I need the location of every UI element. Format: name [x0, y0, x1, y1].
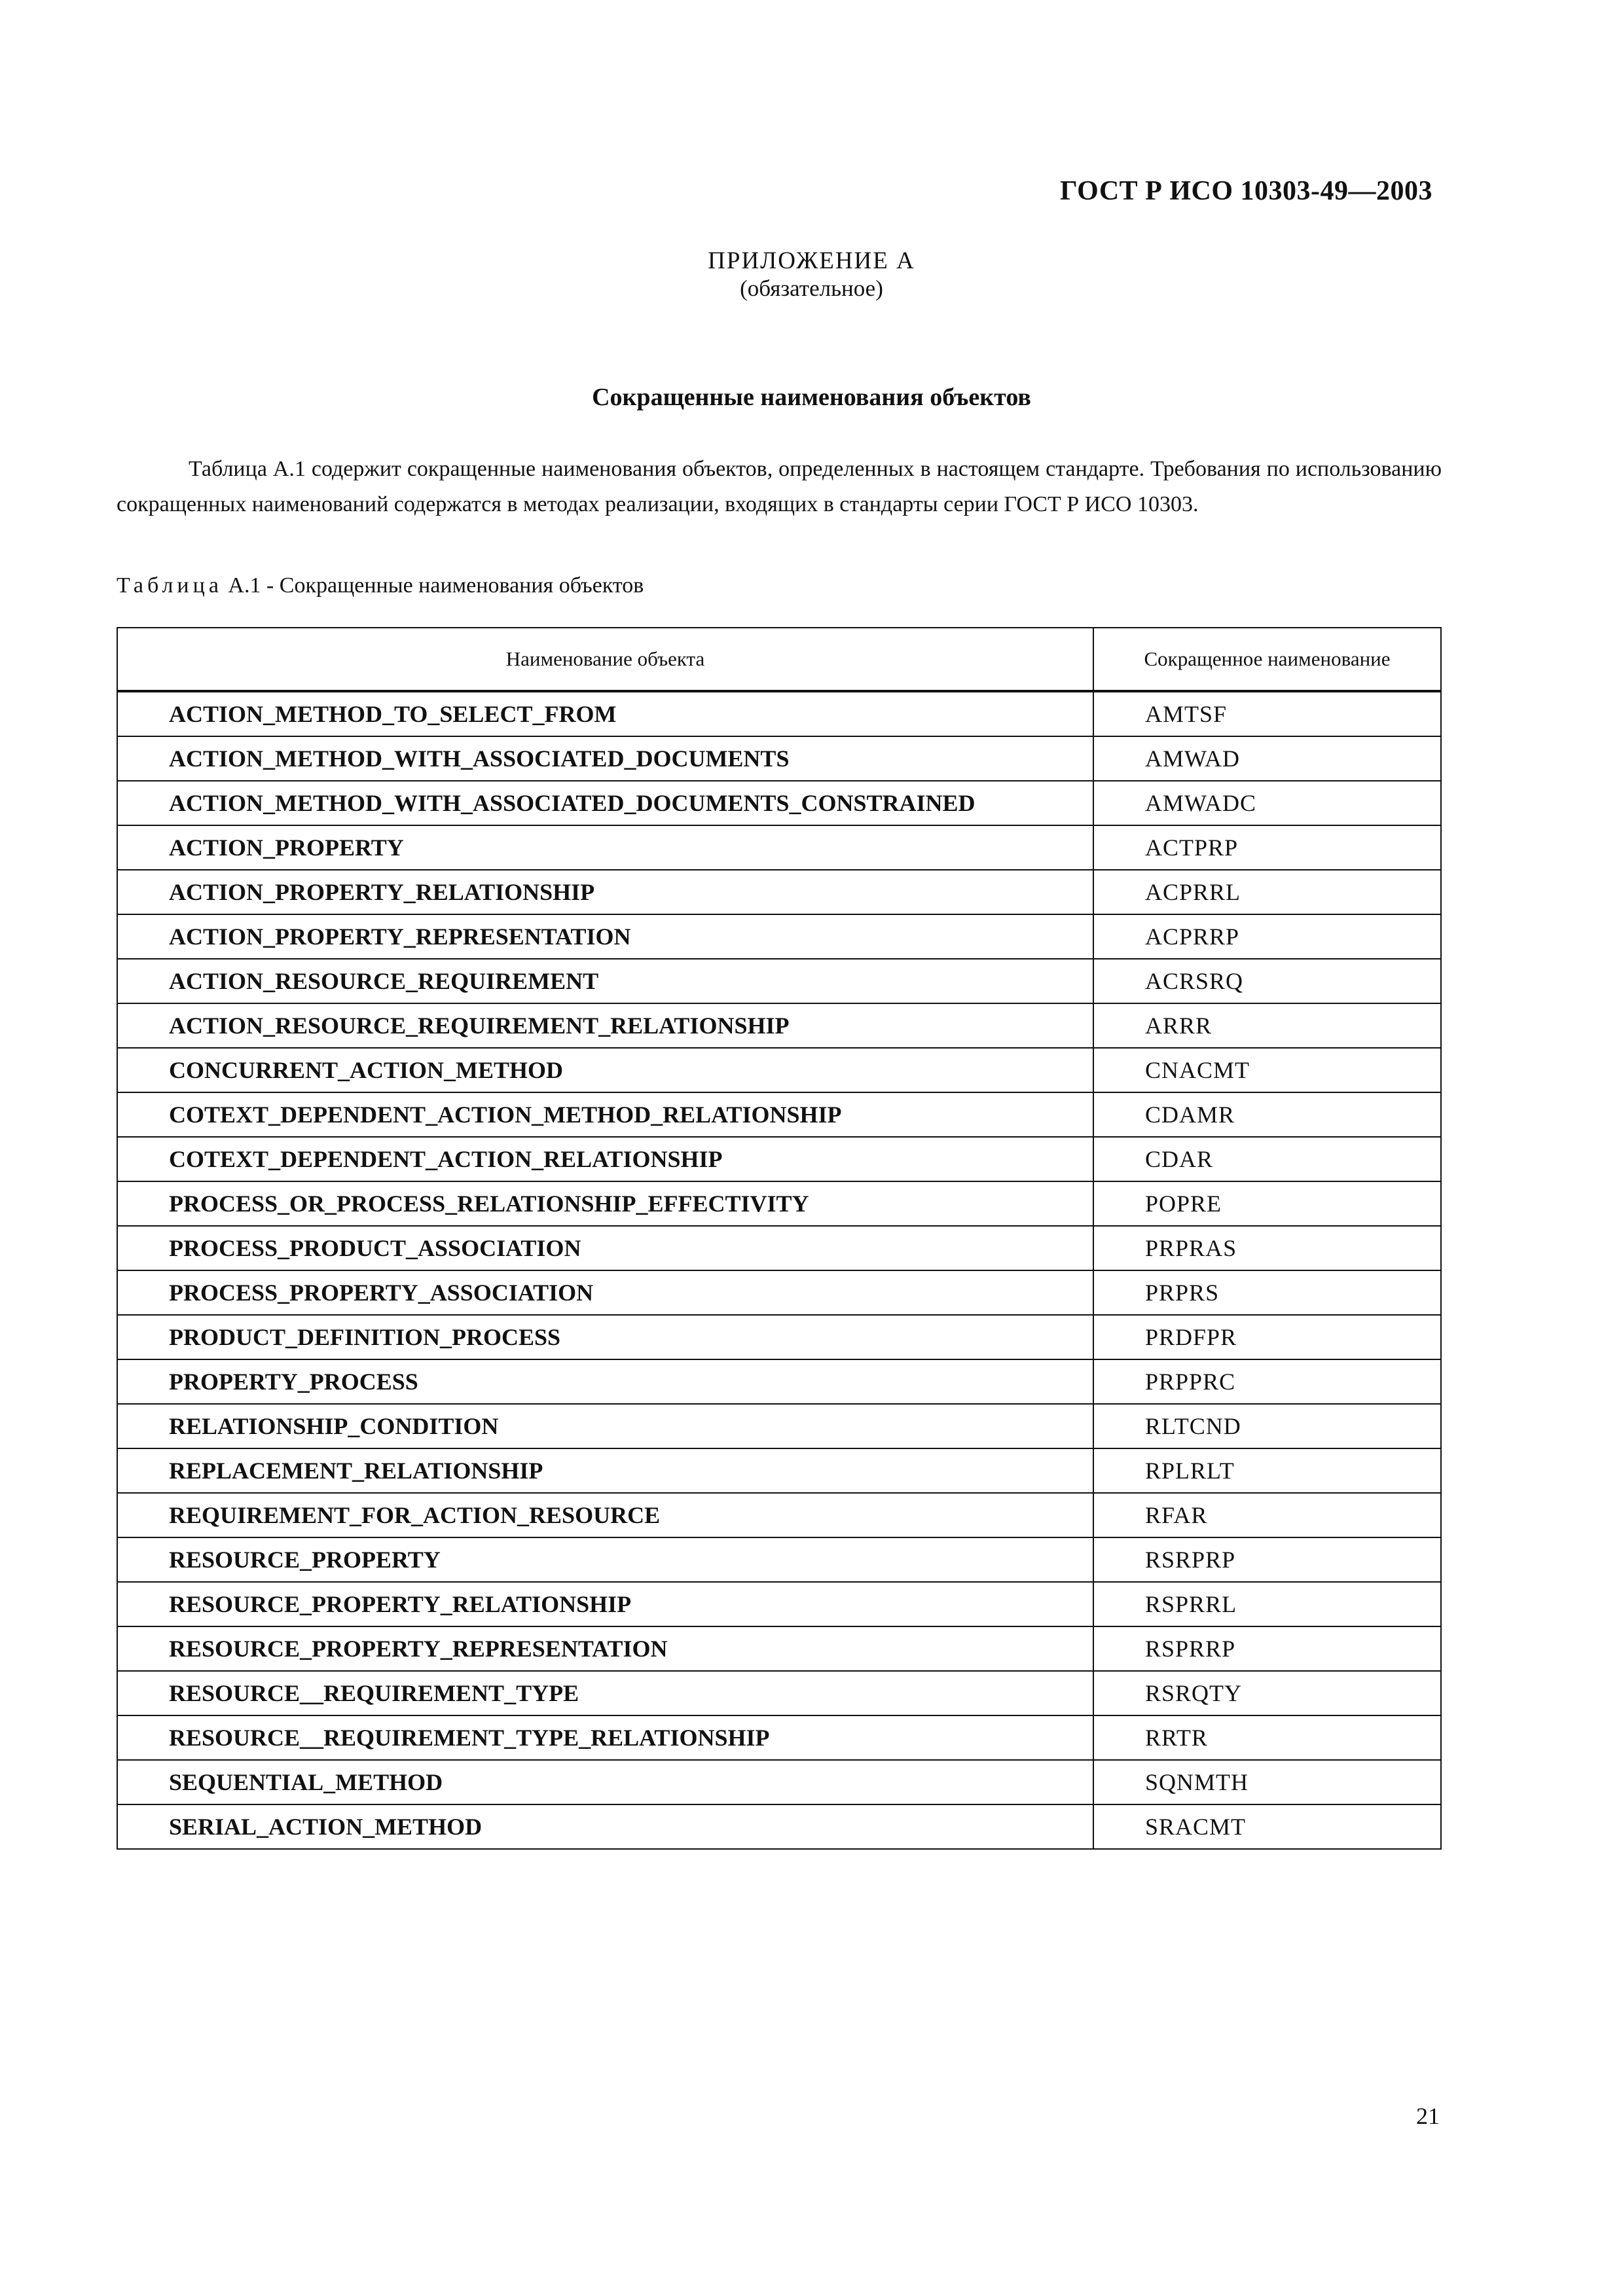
table-row	[117, 1760, 1441, 1804]
table-row	[117, 1137, 1441, 1181]
short-name-cell: ACPRRL	[1093, 870, 1441, 914]
short-name-cell: RRTR	[1093, 1715, 1441, 1760]
short-name-cell: RFAR	[1093, 1493, 1441, 1537]
short-name-cell: RSPRRL	[1093, 1582, 1441, 1626]
short-name-cell: CNACMT	[1093, 1048, 1441, 1092]
short-name-cell: POPRE	[1093, 1181, 1441, 1226]
table-row	[117, 959, 1441, 1003]
object-name-cell: ACTION_RESOURCE_REQUIREMENT_RELATIONSHIP	[117, 1003, 1093, 1048]
object-name-cell: CONCURRENT_ACTION_METHOD	[117, 1048, 1093, 1092]
table-row	[117, 1671, 1441, 1715]
object-name-cell: RESOURCE__REQUIREMENT_TYPE_RELATIONSHIP	[117, 1715, 1093, 1760]
short-name-cell: ARRR	[1093, 1003, 1441, 1048]
table-row	[117, 825, 1441, 870]
object-name-cell: ACTION_PROPERTY	[117, 825, 1093, 870]
short-name-cell: RLTCND	[1093, 1404, 1441, 1448]
short-name-cell: RPLRLT	[1093, 1448, 1441, 1493]
table-row	[117, 781, 1441, 825]
table-row	[117, 1626, 1441, 1671]
appendix-title: ПРИЛОЖЕНИЕ А	[708, 247, 915, 274]
object-name-cell: PRODUCT_DEFINITION_PROCESS	[117, 1315, 1093, 1359]
object-name-cell: ACTION_PROPERTY_RELATIONSHIP	[117, 870, 1093, 914]
short-name-cell: ACTPRP	[1093, 825, 1441, 870]
table-row	[117, 1315, 1441, 1359]
object-name-cell: ACTION_METHOD_WITH_ASSOCIATED_DOCUMENTS_CONSTRAINED	[117, 781, 1093, 825]
table-caption-label: Таблица	[117, 573, 223, 598]
column-header-short-name: Сокращенное наименование	[1093, 628, 1441, 691]
table-row	[117, 1048, 1441, 1092]
object-names-table	[117, 627, 1442, 1850]
short-name-cell: PRPRS	[1093, 1270, 1441, 1315]
table-caption-text: А.1 - Сокращенные наименования объектов	[222, 573, 644, 598]
table-body	[117, 691, 1441, 1849]
section-title: Сокращенные наименования объектов	[592, 384, 1031, 411]
short-name-cell: AMTSF	[1093, 691, 1441, 736]
table-row	[117, 1493, 1441, 1537]
page-number: 21	[1416, 2103, 1440, 2129]
short-name-cell: ACPRRP	[1093, 914, 1441, 959]
short-name-cell: PRPPRC	[1093, 1359, 1441, 1404]
short-name-cell: RSPRRP	[1093, 1626, 1441, 1671]
column-header-object-name: Наименование объекта	[117, 628, 1093, 691]
object-name-cell: ACTION_PROPERTY_REPRESENTATION	[117, 914, 1093, 959]
object-name-cell: ACTION_METHOD_WITH_ASSOCIATED_DOCUMENTS	[117, 736, 1093, 781]
table-row	[117, 870, 1441, 914]
object-name-cell: RESOURCE__REQUIREMENT_TYPE	[117, 1671, 1093, 1715]
object-name-cell: PROCESS_PROPERTY_ASSOCIATION	[117, 1270, 1093, 1315]
appendix-subtitle: (обязательное)	[740, 276, 883, 301]
table-row	[117, 1404, 1441, 1448]
short-name-cell: SQNMTH	[1093, 1760, 1441, 1804]
object-name-cell: PROPERTY_PROCESS	[117, 1359, 1093, 1404]
table-row	[117, 1804, 1441, 1849]
table-row	[117, 691, 1441, 736]
table-row	[117, 914, 1441, 959]
object-name-cell: ACTION_METHOD_TO_SELECT_FROM	[117, 691, 1093, 736]
object-name-cell: PROCESS_OR_PROCESS_RELATIONSHIP_EFFECTIVITY	[117, 1181, 1093, 1226]
object-name-cell: SERIAL_ACTION_METHOD	[117, 1804, 1093, 1849]
short-name-cell: PRPRAS	[1093, 1226, 1441, 1270]
table-row	[117, 1270, 1441, 1315]
short-name-cell: SRACMT	[1093, 1804, 1441, 1849]
object-name-cell: SEQUENTIAL_METHOD	[117, 1760, 1093, 1804]
short-name-cell: AMWAD	[1093, 736, 1441, 781]
object-name-cell: REQUIREMENT_FOR_ACTION_RESOURCE	[117, 1493, 1093, 1537]
object-name-cell: REPLACEMENT_RELATIONSHIP	[117, 1448, 1093, 1493]
table-row	[117, 1448, 1441, 1493]
object-name-cell: RESOURCE_PROPERTY_REPRESENTATION	[117, 1626, 1093, 1671]
table-row	[117, 1715, 1441, 1760]
appendix-heading	[0, 247, 1623, 302]
table-row	[117, 1537, 1441, 1582]
object-name-cell: PROCESS_PRODUCT_ASSOCIATION	[117, 1226, 1093, 1270]
object-name-cell: COTEXT_DEPENDENT_ACTION_RELATIONSHIP	[117, 1137, 1093, 1181]
short-name-cell: PRDFPR	[1093, 1315, 1441, 1359]
short-name-cell: RSRPRP	[1093, 1537, 1441, 1582]
short-name-cell: ACRSRQ	[1093, 959, 1441, 1003]
table-row	[117, 1582, 1441, 1626]
table-row	[117, 1092, 1441, 1137]
short-name-cell: CDAMR	[1093, 1092, 1441, 1137]
table-row	[117, 1359, 1441, 1404]
table-row	[117, 1226, 1441, 1270]
object-name-cell: COTEXT_DEPENDENT_ACTION_METHOD_RELATIONSHIP	[117, 1092, 1093, 1137]
table-row	[117, 736, 1441, 781]
short-name-cell: RSRQTY	[1093, 1671, 1441, 1715]
short-name-cell: AMWADC	[1093, 781, 1441, 825]
document-code: ГОСТ Р ИСО 10303-49—2003	[1059, 176, 1432, 206]
object-name-cell: ACTION_RESOURCE_REQUIREMENT	[117, 959, 1093, 1003]
table-row	[117, 1003, 1441, 1048]
object-name-cell: RESOURCE_PROPERTY	[117, 1537, 1093, 1582]
table-caption	[117, 573, 644, 598]
object-name-cell: RESOURCE_PROPERTY_RELATIONSHIP	[117, 1582, 1093, 1626]
intro-paragraph: Таблица А.1 содержит сокращенные наименования объектов, определенных в настоящем стандарте. Требования по использованию сокращенных наименований содержатся в методах реализации, входящих в стандарты серии ГОСТ Р ИСО 10303.	[117, 457, 1442, 516]
short-name-cell: CDAR	[1093, 1137, 1441, 1181]
object-name-cell: RELATIONSHIP_CONDITION	[117, 1404, 1093, 1448]
table-header-row	[117, 628, 1441, 691]
table-row	[117, 1181, 1441, 1226]
